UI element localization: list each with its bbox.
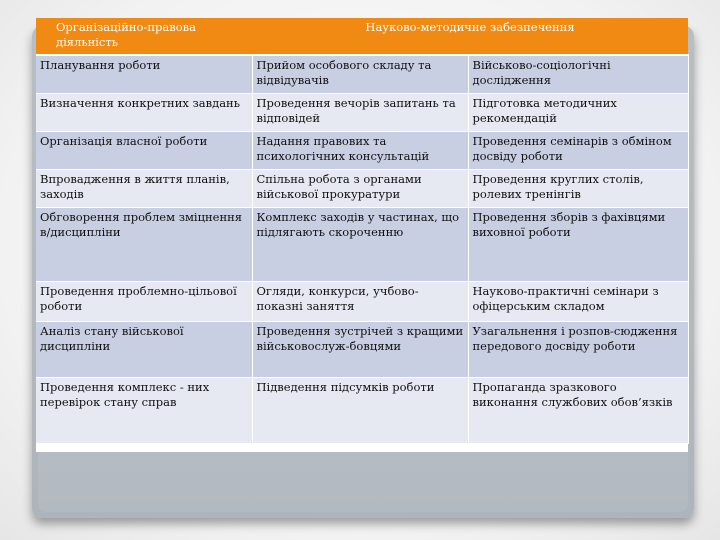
table-row — [36, 377, 688, 443]
table-row — [36, 207, 688, 281]
table-row — [36, 93, 688, 131]
table-row — [36, 281, 688, 321]
table-cell: Аналіз стану військової дисципліни — [36, 321, 252, 377]
table-cell: Узагальнення і розпов-сюдження передового досвіду роботи — [468, 321, 688, 377]
table-cell: Пропаганда зразкового виконання службових обов’язків — [468, 377, 688, 443]
table-cell: Огляди, конкурси, учбово-показні заняття — [252, 281, 468, 321]
header-organizational-legal: Організаційно-правова діяльність — [36, 18, 252, 55]
table-cell: Науково-практичні семінари з офіцерським складом — [468, 281, 688, 321]
table-row — [36, 55, 688, 93]
table-cell: Проведення комплекс - них перевірок стану справ — [36, 377, 252, 443]
table-cell: Прийом особового складу та відвідувачів — [252, 55, 468, 93]
table-header-row — [36, 18, 688, 55]
table-row — [36, 131, 688, 169]
table-cell: Проведення круглих столів, ролевих тренінгів — [468, 169, 688, 207]
table-cell: Комплекс заходів у частинах, що підлягають скороченню — [252, 207, 468, 281]
table-cell: Проведення зустрічей з кращими військовослуж-бовцями — [252, 321, 468, 377]
table-row — [36, 169, 688, 207]
table-cell: Проведення зборів з фахівцями виховної роботи — [468, 207, 688, 281]
table-cell: Визначення конкретних завдань — [36, 93, 252, 131]
table-cell: Впровадження в життя планів, заходів — [36, 169, 252, 207]
table-cell: Підведення підсумків роботи — [252, 377, 468, 443]
table-cell: Проведення проблемно-цільової роботи — [36, 281, 252, 321]
table-cell: Надання правових та психологічних консультацій — [252, 131, 468, 169]
table-cell: Проведення вечорів запитань та відповідей — [252, 93, 468, 131]
activities-table — [36, 18, 689, 444]
table-cell: Проведення семінарів з обміном досвіду роботи — [468, 131, 688, 169]
table-row — [36, 321, 688, 377]
table-cell: Планування роботи — [36, 55, 252, 93]
table-cell: Підготовка методичних рекомендацій — [468, 93, 688, 131]
table-cell: Обговорення проблем зміцнення в/дисципліни — [36, 207, 252, 281]
table-container — [36, 18, 688, 452]
header-scientific-methodical: Науково-методичне забезпечення — [252, 18, 688, 55]
table-cell: Спільна робота з органами військової прокуратури — [252, 169, 468, 207]
table-cell: Військово-соціологічні дослідження — [468, 55, 688, 93]
table-cell: Організація власної роботи — [36, 131, 252, 169]
